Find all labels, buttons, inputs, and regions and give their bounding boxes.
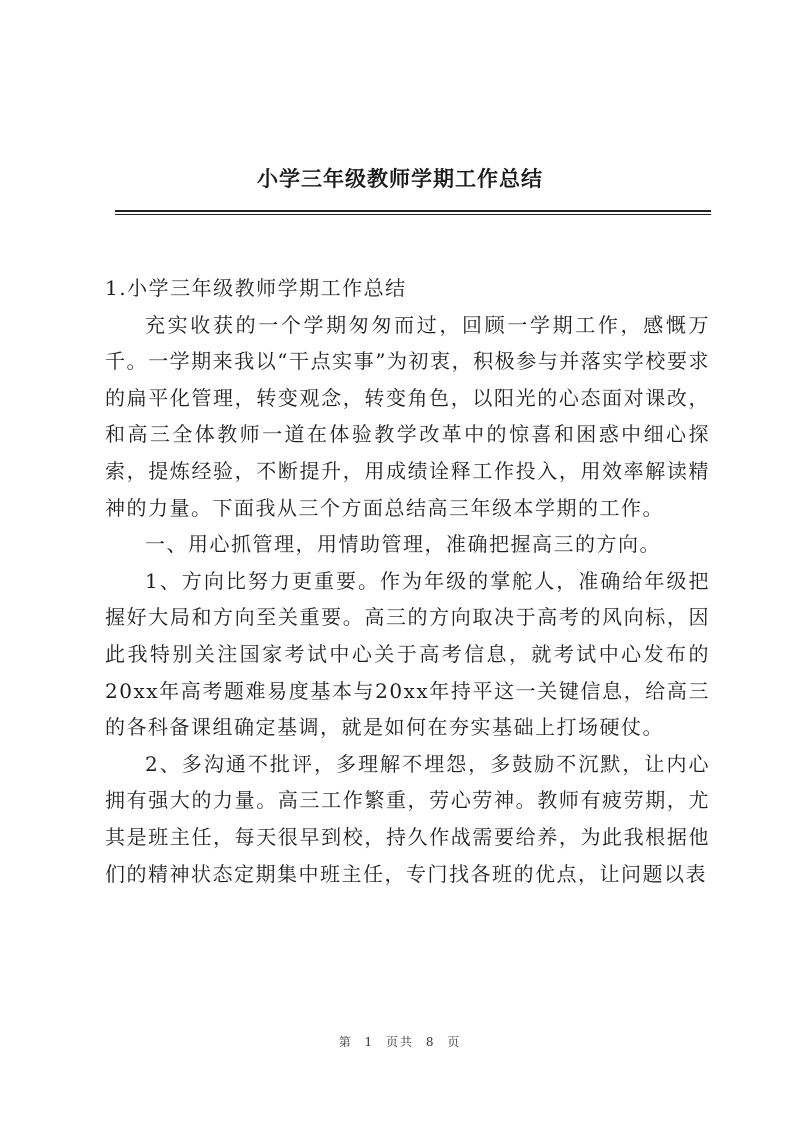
paragraph: 充实收获的一个学期匆匆而过，回顾一学期工作，感慨万千。一学期来我以“干点实事”为初衷，积极参与并落实学校要求的扁平化管理，转变观念，转变角色，以阳光的心态面对课改，和高三全体教师一道在体验教学改革中的惊喜和困惑中细心探索，提炼经验，不断提升，用成绩诠释工作投入，用效率解读精神的力量。下面我从三个方面总结高三年级本学期的工作。 bbox=[105, 312, 710, 520]
paragraph: 一、用心抓管理，用情助管理，准确把握高三的方向。 bbox=[145, 532, 661, 557]
page-number-footer: 第 1 页共 8 页 bbox=[338, 1035, 462, 1049]
title-divider bbox=[115, 210, 711, 212]
document-title: 小学三年级教师学期工作总结 bbox=[257, 167, 543, 191]
paragraph: 2、多沟通不批评，多理解不埋怨，多鼓励不沉默，让内心拥有强大的力量。高三工作繁重，劳心劳神。教师有疲劳期，尤其是班主任，每天很早到校，持久作战需要给养，为此我根据他们的精神状态定期集中班主任，专门找各班的优点，让问题以表 bbox=[105, 751, 710, 886]
document-body bbox=[105, 270, 710, 892]
paragraph: 1、方向比努力更重要。作为年级的掌舵人，准确给年级把握好大局和方向至关重要。高三的方向取决于高考的风向标，因此我特别关注国家考试中心关于高考信息，就考试中心发布的20xx年高考题难易度基本与20xx年持平这一关键信息，给高三的各科备课组确定基调，就是如何在夯实基础上打场硬仗。 bbox=[105, 568, 710, 740]
title-divider-thin bbox=[115, 214, 711, 215]
section-heading: 1.小学三年级教师学期工作总结 bbox=[105, 276, 407, 300]
